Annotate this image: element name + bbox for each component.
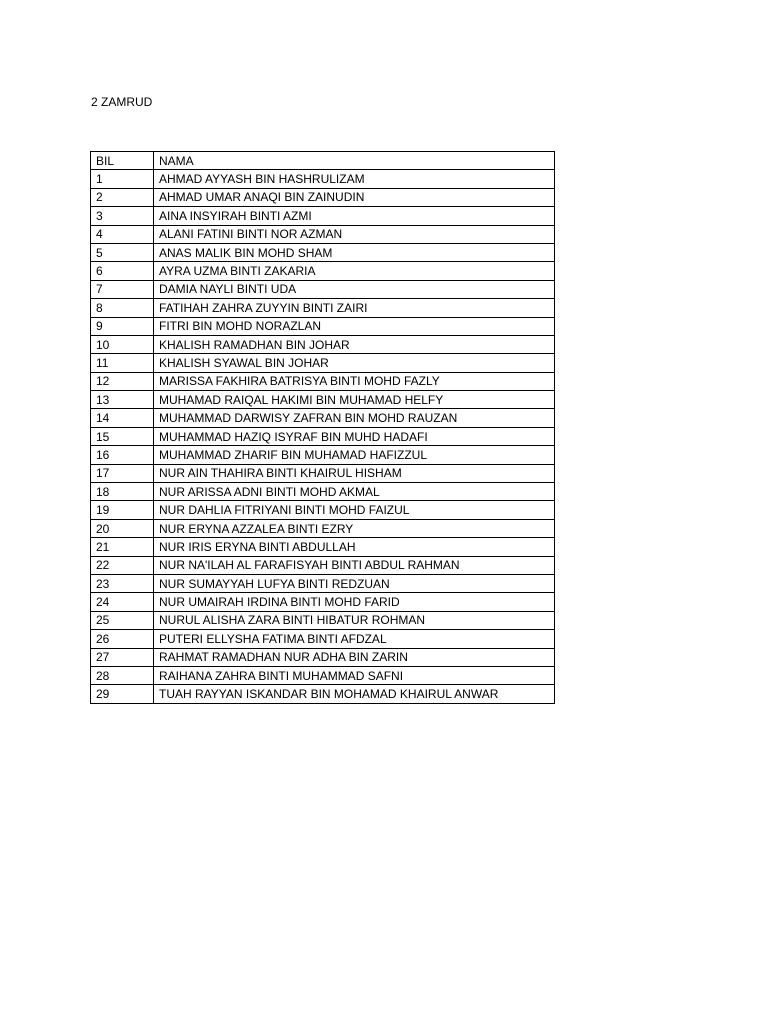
table-row <box>91 391 555 409</box>
cell-bil: 24 <box>91 593 154 611</box>
cell-bil: 1 <box>91 170 154 188</box>
cell-bil: 23 <box>91 574 154 592</box>
cell-nama: FITRI BIN MOHD NORAZLAN <box>154 317 555 335</box>
table-row <box>91 207 555 225</box>
cell-nama: ALANI FATINI BINTI NOR AZMAN <box>154 225 555 243</box>
cell-nama: RAIHANA ZAHRA BINTI MUHAMMAD SAFNI <box>154 666 555 684</box>
table-row <box>91 317 555 335</box>
cell-bil: 4 <box>91 225 154 243</box>
cell-bil: 13 <box>91 391 154 409</box>
cell-nama: NUR IRIS ERYNA BINTI ABDULLAH <box>154 538 555 556</box>
table-row <box>91 446 555 464</box>
cell-bil: 14 <box>91 409 154 427</box>
table-row <box>91 335 555 353</box>
cell-nama: AHMAD AYYASH BIN HASHRULIZAM <box>154 170 555 188</box>
table-row <box>91 427 555 445</box>
cell-nama: AYRA UZMA BINTI ZAKARIA <box>154 262 555 280</box>
table-row <box>91 170 555 188</box>
table-row <box>91 372 555 390</box>
cell-nama: MUHAMMAD ZHARIF BIN MUHAMAD HAFIZZUL <box>154 446 555 464</box>
table-row <box>91 519 555 537</box>
cell-nama: TUAH RAYYAN ISKANDAR BIN MOHAMAD KHAIRUL ANWAR <box>154 685 555 703</box>
cell-bil: 16 <box>91 446 154 464</box>
cell-bil: 9 <box>91 317 154 335</box>
cell-nama: KHALISH RAMADHAN BIN JOHAR <box>154 335 555 353</box>
student-name-table <box>90 151 555 704</box>
cell-bil: 19 <box>91 501 154 519</box>
header-nama: NAMA <box>154 152 555 170</box>
table-row <box>91 574 555 592</box>
cell-nama: MUHAMAD RAIQAL HAKIMI BIN MUHAMAD HELFY <box>154 391 555 409</box>
cell-nama: AINA INSYIRAH BINTI AZMI <box>154 207 555 225</box>
table-row <box>91 225 555 243</box>
cell-bil: 12 <box>91 372 154 390</box>
table-row <box>91 262 555 280</box>
cell-bil: 22 <box>91 556 154 574</box>
cell-nama: AHMAD UMAR ANAQI BIN ZAINUDIN <box>154 188 555 206</box>
cell-nama: DAMIA NAYLI BINTI UDA <box>154 280 555 298</box>
table-header-row <box>91 152 555 170</box>
cell-nama: PUTERI ELLYSHA FATIMA BINTI AFDZAL <box>154 630 555 648</box>
cell-nama: NUR ERYNA AZZALEA BINTI EZRY <box>154 519 555 537</box>
table-row <box>91 464 555 482</box>
table-row <box>91 611 555 629</box>
cell-bil: 2 <box>91 188 154 206</box>
table-row <box>91 556 555 574</box>
table-row <box>91 243 555 261</box>
table-row <box>91 501 555 519</box>
table-row <box>91 538 555 556</box>
table-row <box>91 299 555 317</box>
cell-nama: NURUL ALISHA ZARA BINTI HIBATUR ROHMAN <box>154 611 555 629</box>
cell-nama: NUR DAHLIA FITRIYANI BINTI MOHD FAIZUL <box>154 501 555 519</box>
cell-nama: MARISSA FAKHIRA BATRISYA BINTI MOHD FAZLY <box>154 372 555 390</box>
cell-nama: KHALISH SYAWAL BIN JOHAR <box>154 354 555 372</box>
cell-bil: 20 <box>91 519 154 537</box>
cell-nama: NUR AIN THAHIRA BINTI KHAIRUL HISHAM <box>154 464 555 482</box>
table-row <box>91 483 555 501</box>
cell-nama: NUR SUMAYYAH LUFYA BINTI REDZUAN <box>154 574 555 592</box>
cell-nama: MUHAMMAD DARWISY ZAFRAN BIN MOHD RAUZAN <box>154 409 555 427</box>
table-row <box>91 666 555 684</box>
cell-bil: 29 <box>91 685 154 703</box>
table-row <box>91 280 555 298</box>
cell-bil: 8 <box>91 299 154 317</box>
cell-bil: 21 <box>91 538 154 556</box>
table-body <box>91 170 555 703</box>
cell-nama: NUR ARISSA ADNI BINTI MOHD AKMAL <box>154 483 555 501</box>
cell-nama: FATIHAH ZAHRA ZUYYIN BINTI ZAIRI <box>154 299 555 317</box>
cell-bil: 7 <box>91 280 154 298</box>
header-bil: BIL <box>91 152 154 170</box>
table-row <box>91 685 555 703</box>
table-row <box>91 593 555 611</box>
page-title: 2 ZAMRUD <box>91 95 153 109</box>
cell-nama: MUHAMMAD HAZIQ ISYRAF BIN MUHD HADAFI <box>154 427 555 445</box>
table-row <box>91 648 555 666</box>
cell-bil: 5 <box>91 243 154 261</box>
cell-bil: 3 <box>91 207 154 225</box>
table-row <box>91 630 555 648</box>
cell-bil: 6 <box>91 262 154 280</box>
cell-bil: 10 <box>91 335 154 353</box>
cell-nama: NUR UMAIRAH IRDINA BINTI MOHD FARID <box>154 593 555 611</box>
cell-bil: 15 <box>91 427 154 445</box>
cell-nama: ANAS MALIK BIN MOHD SHAM <box>154 243 555 261</box>
cell-bil: 18 <box>91 483 154 501</box>
cell-bil: 27 <box>91 648 154 666</box>
cell-bil: 11 <box>91 354 154 372</box>
cell-bil: 25 <box>91 611 154 629</box>
cell-bil: 28 <box>91 666 154 684</box>
cell-bil: 26 <box>91 630 154 648</box>
cell-bil: 17 <box>91 464 154 482</box>
table-row <box>91 188 555 206</box>
table-row <box>91 354 555 372</box>
cell-nama: NUR NA'ILAH AL FARAFISYAH BINTI ABDUL RAHMAN <box>154 556 555 574</box>
cell-nama: RAHMAT RAMADHAN NUR ADHA BIN ZARIN <box>154 648 555 666</box>
table-row <box>91 409 555 427</box>
